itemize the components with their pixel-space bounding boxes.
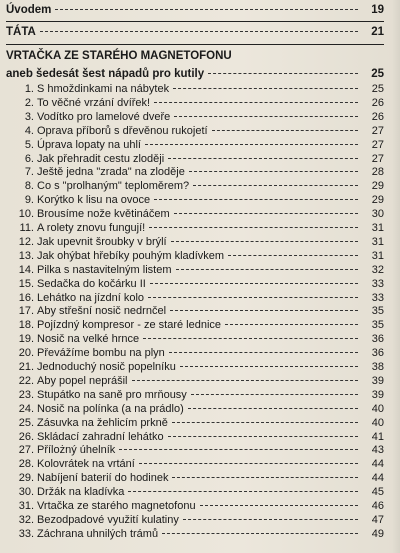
toc-entry (6, 347, 384, 359)
toc-entry-number: 15. (18, 277, 34, 290)
dot-leader (191, 394, 358, 395)
dot-leader (168, 436, 358, 437)
toc-entry-page: 40 (371, 402, 384, 415)
toc-entry-number: 26. (18, 430, 34, 443)
toc-entry-page: 35 (371, 319, 384, 332)
toc-entry-title: Jak upevnit šroubky v brýlí (37, 235, 167, 248)
toc-entry-number: 16. (18, 291, 34, 304)
toc-entry-title: Kolovrátek na vrtání (37, 458, 135, 471)
toc-entry (6, 292, 384, 304)
toc-entry (6, 97, 384, 109)
toc-entry-number: 6. (24, 152, 34, 165)
toc-entry (6, 514, 384, 526)
section-heading: VRTAČKA ZE STARÉHO MAGNETOFONU (6, 50, 232, 62)
toc-entry-page: 36 (371, 333, 384, 346)
toc-entry-page: 28 (371, 166, 384, 179)
toc-entry-page: 44 (371, 458, 384, 471)
toc-entry-title: Sedačka do kočárku II (37, 277, 146, 290)
toc-entry-page: 35 (371, 305, 384, 318)
toc-entry-page: 31 (371, 235, 384, 248)
toc-entry-title: S hmoždinkami na nábytek (37, 83, 170, 95)
dot-leader (139, 463, 358, 464)
dot-leader (154, 102, 358, 103)
toc-entry (6, 528, 384, 540)
dot-leader (208, 73, 358, 74)
toc-item-page: 19 (371, 4, 384, 16)
toc-entry (6, 264, 384, 276)
toc-entry-number: 25. (18, 416, 34, 429)
toc-entry-page: 41 (371, 430, 384, 443)
toc-entry-number: 9. (24, 194, 34, 207)
toc-entry-number: 7. (24, 166, 34, 179)
toc-entry (6, 208, 384, 220)
toc-entry (6, 417, 384, 429)
toc-entry-page: 29 (371, 194, 384, 207)
dot-leader (176, 269, 359, 270)
toc-entry-page: 39 (371, 374, 384, 387)
toc-entry (6, 389, 384, 401)
toc-entry-title: Pilka s nastavitelným listem (37, 263, 172, 276)
toc-entry-title: Záchrana uhnilých trámů (37, 527, 159, 540)
toc-entry-number: 13. (18, 249, 34, 262)
toc-entry (6, 139, 384, 151)
toc-entry-page: 44 (371, 472, 384, 485)
dot-leader (183, 519, 358, 520)
dot-leader (154, 199, 358, 200)
dot-leader (128, 491, 358, 492)
toc-item-page: 25 (371, 68, 384, 80)
dot-leader (170, 310, 358, 311)
toc-entry-number: 8. (24, 180, 34, 193)
toc-entry-title: Převážíme bombu na plyn (37, 347, 165, 360)
toc-entry-page: 30 (371, 208, 384, 221)
toc-entry-title: Stupátko na saně pro mrňousy (37, 388, 187, 401)
dot-leader (55, 9, 358, 10)
toc-entry-page: 31 (371, 249, 384, 262)
toc-entry-title: Vodítko pro lamelové dveře (37, 110, 171, 123)
toc-entry (6, 83, 384, 95)
toc-entry-title: Nosič na velké hrnce (37, 333, 140, 346)
toc-entry-number: 22. (18, 374, 34, 387)
toc-entry-page: 27 (371, 138, 384, 151)
dot-leader (188, 408, 358, 409)
toc-entry-number: 32. (18, 513, 34, 526)
dot-leader (212, 130, 358, 131)
toc-entry (6, 431, 384, 443)
divider (6, 44, 384, 45)
toc-entry-title: Jednoduchý nosič popelníku (37, 361, 176, 373)
toc-entry (6, 153, 384, 165)
toc-entry-title: Ještě jedna "zrada" na zloděje (37, 166, 185, 179)
dot-leader (40, 31, 358, 32)
dot-leader (162, 533, 358, 534)
toc-entry-title: Držák na kladívka (37, 486, 125, 499)
toc-entry (6, 250, 384, 262)
dot-leader (172, 422, 358, 423)
toc-entry (6, 166, 384, 178)
dot-leader (228, 255, 358, 256)
divider (6, 21, 384, 22)
toc-entry-title: Brousíme nože květináčem (37, 208, 170, 221)
toc-entry (6, 305, 384, 317)
toc-entry-number: 4. (24, 124, 34, 137)
toc-entry-title: Zásuvka na žehlicím prkně (37, 416, 168, 429)
toc-entry-title: A rolety znovu fungují! (37, 222, 146, 234)
toc-entry (6, 319, 384, 331)
toc-entry (6, 486, 384, 498)
toc-item-title: aneb šedesát šest nápadů pro kutily (6, 68, 205, 80)
dot-leader (189, 171, 358, 172)
toc-item-page: 21 (371, 26, 384, 38)
toc-entry-page: 27 (371, 152, 384, 165)
dot-leader (174, 213, 358, 214)
dot-leader (193, 185, 358, 186)
dot-leader (172, 477, 358, 478)
section-subtitle (6, 68, 384, 80)
toc-entry-title: Korýtko k lisu na ovoce (37, 194, 151, 207)
toc-entry-title: Co s "prolhaným" teploměrem? (37, 180, 190, 193)
toc-entry-page: 25 (371, 83, 384, 95)
toc-entry-number: 12. (18, 235, 34, 248)
toc-entry-number: 2. (24, 96, 34, 109)
toc-entry-page: 26 (371, 96, 384, 109)
toc-entry-page: 40 (371, 416, 384, 429)
toc-entry-page: 33 (371, 291, 384, 304)
toc-entry-number: 3. (24, 110, 34, 123)
toc-entry-number: 11. (19, 222, 34, 234)
toc-entry-title: Nosič na polínka (a na prádlo) (37, 402, 184, 415)
toc-entry (6, 403, 384, 415)
dot-leader (200, 505, 358, 506)
toc-entry (6, 458, 384, 470)
toc-entry (6, 361, 384, 373)
toc-front-item (6, 4, 384, 16)
dot-leader (150, 283, 358, 284)
toc-entry-title: Lehátko na jízdní kolo (37, 291, 145, 304)
toc-entry (6, 444, 384, 456)
toc-entry-number: 21. (18, 361, 34, 373)
toc-entry-title: To věčné vrzání dvířek! (37, 96, 151, 109)
page-edge (392, 0, 400, 553)
dot-leader (119, 449, 358, 450)
dot-leader (174, 116, 358, 117)
toc-entry-number: 28. (18, 458, 34, 471)
toc-entry-page: 38 (371, 361, 384, 373)
toc-entry-number: 29. (18, 472, 34, 485)
toc-entry (6, 278, 384, 290)
toc-entry-number: 10. (18, 208, 34, 221)
toc-entry-page: 46 (371, 500, 384, 512)
toc-entry-page: 33 (371, 277, 384, 290)
dot-leader (225, 324, 358, 325)
dot-leader (148, 297, 358, 298)
toc-entry-page: 31 (371, 222, 384, 234)
dot-leader (169, 352, 358, 353)
toc-entry-title: Aby střešní nosič nedrnčel (37, 305, 167, 318)
toc-entry-title: Oprava příborů s dřevěnou rukojetí (37, 124, 208, 137)
toc-entry-page: 26 (371, 110, 384, 123)
toc-entry-page: 27 (371, 124, 384, 137)
toc-entry (6, 194, 384, 206)
toc-entry (6, 222, 384, 234)
toc-entry-page: 39 (371, 388, 384, 401)
toc-entry-title: Nabíjení baterií do hodinek (37, 472, 169, 485)
toc-entry-number: 27. (18, 444, 34, 457)
toc-entry-title: Bezodpadové využití kulatiny (37, 513, 179, 526)
toc-item-title: Úvodem (6, 4, 52, 16)
toc-entry (6, 472, 384, 484)
toc-entry (6, 180, 384, 192)
toc-entry-number: 24. (18, 402, 34, 415)
dot-leader (145, 144, 358, 145)
dot-leader (168, 158, 358, 159)
dot-leader (132, 380, 358, 381)
toc-entry-number: 19. (18, 333, 34, 346)
toc-entry (6, 500, 384, 512)
toc-entry-title: Jak ohýbat hřebíky pouhým kladívkem (37, 249, 225, 262)
toc-entry-title: Aby popel neprášil (37, 374, 128, 387)
toc-front-item (6, 26, 384, 38)
dot-leader (180, 366, 358, 367)
toc-entry-page: 43 (371, 444, 384, 457)
toc-entry-title: Jak přehradit cestu zloději (37, 152, 165, 165)
toc-entry-title: Vrtačka ze starého magnetofonu (37, 500, 196, 512)
toc-entry-number: 17. (18, 305, 34, 318)
toc-entry-page: 45 (371, 486, 384, 499)
toc-entry-title: Přílożný úhelník (37, 444, 116, 457)
toc-entry-number: 1. (24, 83, 34, 95)
toc-entry-number: 30. (18, 486, 34, 499)
toc-entry-number: 14. (18, 263, 34, 276)
toc-entry-page: 47 (371, 513, 384, 526)
toc-entry (6, 236, 384, 248)
toc-entry-page: 36 (371, 347, 384, 360)
toc-entry (6, 111, 384, 123)
toc-entry-page: 32 (371, 263, 384, 276)
toc-entry-title: Pojízdný kompresor - ze staré lednice (37, 319, 222, 332)
toc-entry-number: 18. (18, 319, 34, 332)
dot-leader (143, 338, 358, 339)
toc-entry-page: 49 (371, 527, 384, 540)
toc-entry-title: Úprava lopaty na uhlí (37, 138, 141, 151)
toc-entry-number: 23. (18, 388, 34, 401)
toc-entry-number: 31. (18, 500, 34, 512)
toc-entry (6, 333, 384, 345)
toc-entry-number: 5. (24, 138, 34, 151)
dot-leader (149, 227, 358, 228)
toc-entry-number: 33. (18, 527, 34, 540)
toc-entry (6, 125, 384, 137)
dot-leader (173, 88, 358, 89)
toc-entry-page: 29 (371, 180, 384, 193)
dot-leader (171, 241, 358, 242)
toc-entry (6, 375, 384, 387)
toc-entry-title: Skládací zahradní lehátko (37, 430, 164, 443)
toc-item-title: TÁTA (6, 26, 36, 38)
toc-entry-number: 20. (18, 347, 34, 360)
